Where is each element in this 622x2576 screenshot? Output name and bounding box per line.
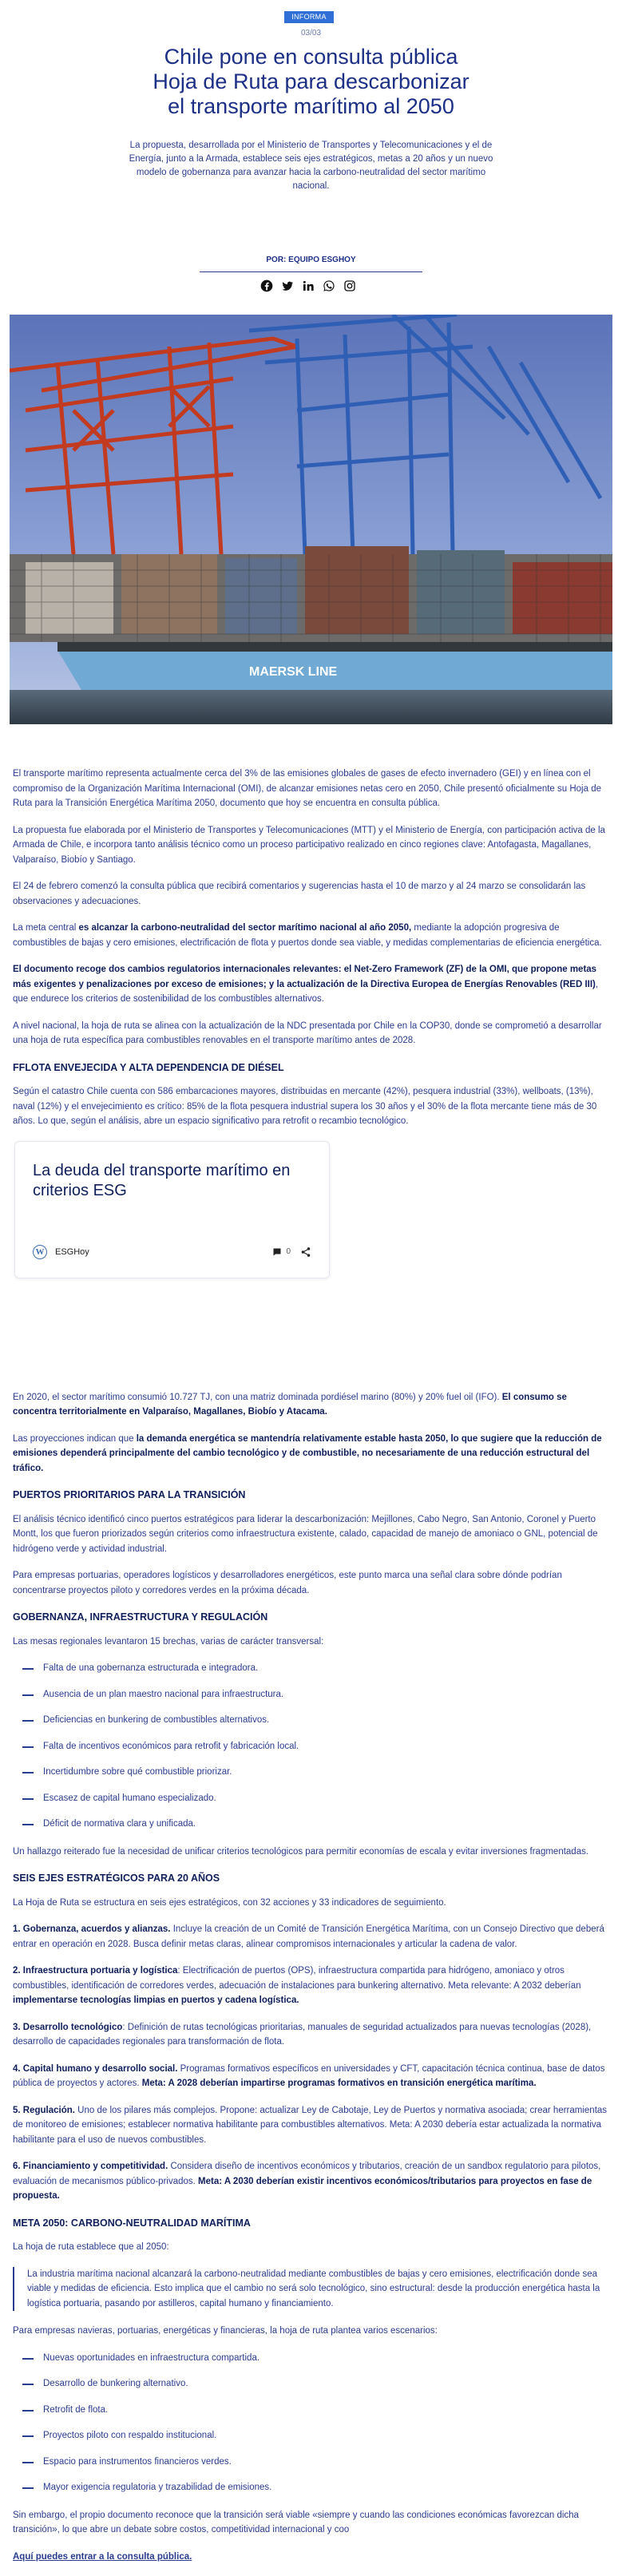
share-icon[interactable] (300, 1246, 311, 1258)
paragraph: El análisis técnico identificó cinco puertos estratégicos para liderar la descarbonización: Mejillones, Cabo Negro, San Antonio, Coronel y Puerto Montt, los que fueron priorizados según criterios como infraestructura existente, calado, capacidad de manejo de amoniaco o GNL, potencial de hidrógeno verde y actividad industrial. (13, 1514, 598, 1554)
card-site-name: ESGHoy (55, 1247, 89, 1257)
paragraph: Sin embargo, el propio documento reconoce que la transición será viable «siempre y cuando las condiciones económicas favorezcan dicha transición», lo que abre un debate sobre costos, competitividad internacional y coo (13, 2510, 579, 2534)
paragraph: Para empresas navieras, portuarias, energéticas y financieras, la hoja de ruta plantea varios escenarios: (13, 2326, 438, 2336)
byline: POR: EQUIPO ESGHOY (266, 256, 356, 264)
section-heading: META 2050: CARBONO-NEUTRALIDAD MARÍTIMA (13, 2217, 251, 2229)
gaps-list (13, 1661, 609, 1832)
share-bar (260, 279, 356, 292)
article-title (0, 45, 622, 119)
list-item: Retrofit de flota. (13, 2403, 609, 2418)
scenarios-list (13, 2351, 609, 2495)
linkedin-icon[interactable] (302, 279, 315, 292)
paragraph: Según el catastro Chile cuenta con 586 embarcaciones mayores, distribuidas en mercante (42%), pesquera industrial (33%), wellboats, (13%), naval (12%) y el envejecimiento es crítico: 85% de la flota pesquera industrial supera los 30 años y el 30% de la flota mercante tiene más de 30 años. Lo que, según el análisis, abre un espacio significativo para retrofit o recambio tecnológico. (13, 1087, 597, 1126)
list-item: Desarrollo de bunkering alternativo. (13, 2376, 609, 2392)
ship-name: MAERSK LINE (249, 665, 338, 679)
section-heading: SEIS EJES ESTRATÉGICOS PARA 20 AÑOS (13, 1873, 220, 1884)
list-item: Deficiencias en bunkering de combustibles alternativos. (13, 1713, 609, 1728)
title-line-3: el transporte marítimo al 2050 (168, 94, 454, 118)
byline-divider (200, 271, 422, 272)
paragraph: Las proyecciones indican que la demanda energética se mantendría relativamente estable hasta 2050, lo que sugiere que la reducción de emisiones dependerá principalmente del cambio tecnológico y de combustible, no necesariamente de una reducción estructural del tráfico. (13, 1433, 602, 1473)
paragraph: A nivel nacional, la hoja de ruta se alinea con la actualización de la NDC presentada por Chile en la COP30, donde se comprometió a desarrollar una hoja de ruta específica para combustibles renovables en el transporte marítimo antes de 2028. (13, 1020, 602, 1045)
eje-paragraph: 1. Gobernanza, acuerdos y alianzas. Incluye la creación de un Comité de Transición Energética Marítima, con un Consejo Directivo que deberá entrar en operación en 2028. Busca definir metas claras, alinear compromisos internacionales y articular la cadena de valor. (13, 1924, 604, 1949)
list-item: Falta de incentivos económicos para retrofit y fabricación local. (13, 1739, 609, 1754)
list-item: Proyectos piloto con respaldo institucional. (13, 2428, 609, 2443)
card-title[interactable]: La deuda del transporte marítimo en criterios ESG (33, 1161, 291, 1199)
eje-paragraph: 4. Capital humano y desarrollo social. Programas formativos específicos en universidades y CFT, capacitación técnica continua, base de datos pública de proyectos y actores. Meta: A 2028 deberían impartirse programas formativos en transición energética marítima. (13, 2063, 605, 2088)
section-heading: FFLOTA ENVEJECIDA Y ALTA DEPENDENCIA DE DIÉSEL (13, 1061, 284, 1073)
article-lead: La propuesta, desarrollada por el Ministerio de Transportes y Telecomunicaciones y el de Energía, junto a la Armada, establece seis ejes estratégicos, metas a 20 años y un nuevo modelo de gobernanza para avanzar hacia la carbono-neutralidad del sector marítimo nacional. (129, 141, 493, 191)
hero-image (10, 315, 612, 724)
list-item: Déficit de normativa clara y unificada. (13, 1817, 609, 1832)
category-tag[interactable]: INFORMA (284, 11, 334, 23)
paragraph: El 24 de febrero comenzó la consulta pública que recibirá comentarios y sugerencias hasta el 10 de marzo y al 24 marzo se consolidarán las observaciones y adecuaciones. (13, 882, 586, 906)
wordpress-icon: W (33, 1245, 47, 1259)
facebook-icon[interactable] (260, 279, 273, 292)
list-item: Ausencia de un plan maestro nacional para infraestructura. (13, 1687, 609, 1702)
instagram-icon[interactable] (343, 279, 356, 292)
paragraph: En 2020, el sector marítimo consumió 10.727 TJ, con una matriz dominada pordiésel marino (80%) y 20% fuel oil (IFO). El consumo se concentra territorialmente en Valparaíso, Magallanes, Biobío y Atacama. (13, 1392, 567, 1417)
related-article-card[interactable] (14, 1141, 330, 1278)
paragraph: La Hoja de Ruta se estructura en seis ejes estratégicos, con 32 acciones y 33 indicadores de seguimiento. (13, 1897, 446, 1908)
paragraph: Para empresas portuarias, operadores logísticos y desarrolladores energéticos, este punto marca una señal clara sobre dónde podrían concentrarse proyectos piloto y corredores verdes en la próxima década. (13, 1571, 562, 1595)
eje-paragraph: 5. Regulación. Uno de los pilares más complejos. Propone: actualizar Ley de Cabotaje, Ley de Puertos y normativa asociada; crear herramientas de monitoreo de emisiones; establecer normativa habilitante para combustibles alternativos. Meta: A 2030 debería estar actualizada la normativa habilitante para el uso de nuevos combustibles. (13, 2105, 608, 2145)
comment-icon (272, 1247, 282, 1257)
comments-count[interactable]: 0 (272, 1245, 291, 1260)
list-item: Escasez de capital humano especializado. (13, 1791, 609, 1806)
section-heading: GOBERNANZA, INFRAESTRUCTURA Y REGULACIÓN (13, 1611, 268, 1623)
paragraph: La meta central es alcanzar la carbono-neutralidad del sector marítimo nacional al año 2050, mediante la adopción progresiva de combustibles de bajas y cero emisiones, electrificación de flota y puertos donde sea viable, y medidas complementarias de eficiencia energética. (13, 923, 602, 948)
list-item: Incertidumbre sobre qué combustible priorizar. (13, 1765, 609, 1780)
title-line-2: Hoja de Ruta para descarbonizar (153, 69, 469, 93)
paragraph: La hoja de ruta establece que al 2050: (13, 2242, 169, 2252)
eje-paragraph: 2. Infraestructura portuaria y logística: Electrificación de puertos (OPS), infraestructura compartida para hidrógeno, amoniaco y otros combustibles, identificación de corredores verdes, adecuación de instalaciones para bunkering alternativo. Meta relevante: A 2032 deberían implementarse tecnologías limpias en puertos y cadena logística. (13, 1966, 581, 2005)
public-consultation-link[interactable]: Aquí puedes entrar a la consulta pública. (13, 2551, 192, 2562)
paragraph: Un hallazgo reiterado fue la necesidad de unificar criterios tecnológicos para permitir economías de escala y evitar inversiones fragmentadas. (13, 1846, 589, 1857)
article-body (13, 767, 609, 2576)
publish-date: 03/03 (300, 29, 322, 38)
list-item: Espacio para instrumentos financieros verdes. (13, 2455, 609, 2470)
list-item: Nuevas oportunidades en infraestructura compartida. (13, 2351, 609, 2366)
paragraph: El documento recoge dos cambios regulatorios internacionales relevantes: el Net-Zero Framework (ZF) de la OMI, que propone metas más exigentes y penalizaciones por exceso de emisiones; y la actualización de la Directiva Europea de Energías Renovables (RED III), que endurece los criterios de sostenibilidad de los combustibles alternativos. (13, 965, 599, 1004)
list-item: Mayor exigencia regulatoria y trazabilidad de emisiones. (13, 2480, 609, 2495)
whatsapp-icon[interactable] (323, 279, 335, 292)
twitter-icon[interactable] (281, 279, 294, 292)
paragraph: Las mesas regionales levantaron 15 brechas, varias de carácter transversal: (13, 1636, 324, 1647)
paragraph: La propuesta fue elaborada por el Ministerio de Transportes y Telecomunicaciones (MTT) y el Ministerio de Energía, con participación activa de la Armada de Chile, e incorpora tanto análisis técnico como un proceso participativo realizado en cinco regiones clave: Antofagasta, Magallanes, Valparaíso, Biobío y Santiago. (13, 825, 605, 865)
eje-paragraph: 3. Desarrollo tecnológico: Definición de rutas tecnológicas prioritarias, manuales de seguridad actualizados para nuevas tecnologías (2028), desarrollo de capacidades regionales para transformación de flota. (13, 2022, 592, 2047)
section-heading: PUERTOS PRIORITARIOS PARA LA TRANSICIÓN (13, 1489, 246, 1500)
eje-paragraph: 6. Financiamiento y competitividad. Considera diseño de incentivos económicos y tributarios, creación de un sandbox regulatorio para pilotos, evaluación de mecanismos público-privados. Meta: A 2030 deberían existir incentivos económicos/tributarios para proyectos en fase de propuesta. (13, 2162, 601, 2201)
paragraph: El transporte marítimo representa actualmente cerca del 3% de las emisiones globales de gases de efecto invernadero (GEI) y en línea con el compromiso de la Organización Marítima Internacional (OMI), de alcanzar emisiones netas cero en 2050, Chile presentó oficialmente su Hoja de Ruta para la Transición Energética Marítima 2050, documento que hoy se encuentra en consulta pública. (13, 769, 601, 808)
list-item: Falta de una gobernanza estructurada e integradora. (13, 1661, 609, 1676)
title-line-1: Chile pone en consulta pública (164, 45, 458, 69)
quote-block: La industria marítima nacional alcanzará la carbono-neutralidad mediante combustibles de bajas y cero emisiones, electrificación donde sea viable y medidas de eficiencia. Esto implica que el cambio no será solo tecnológico, sino estructural: desde la producción energética hasta la logística portuaria, pasando por astilleros, capital humano y financiamiento. (13, 2267, 609, 2312)
